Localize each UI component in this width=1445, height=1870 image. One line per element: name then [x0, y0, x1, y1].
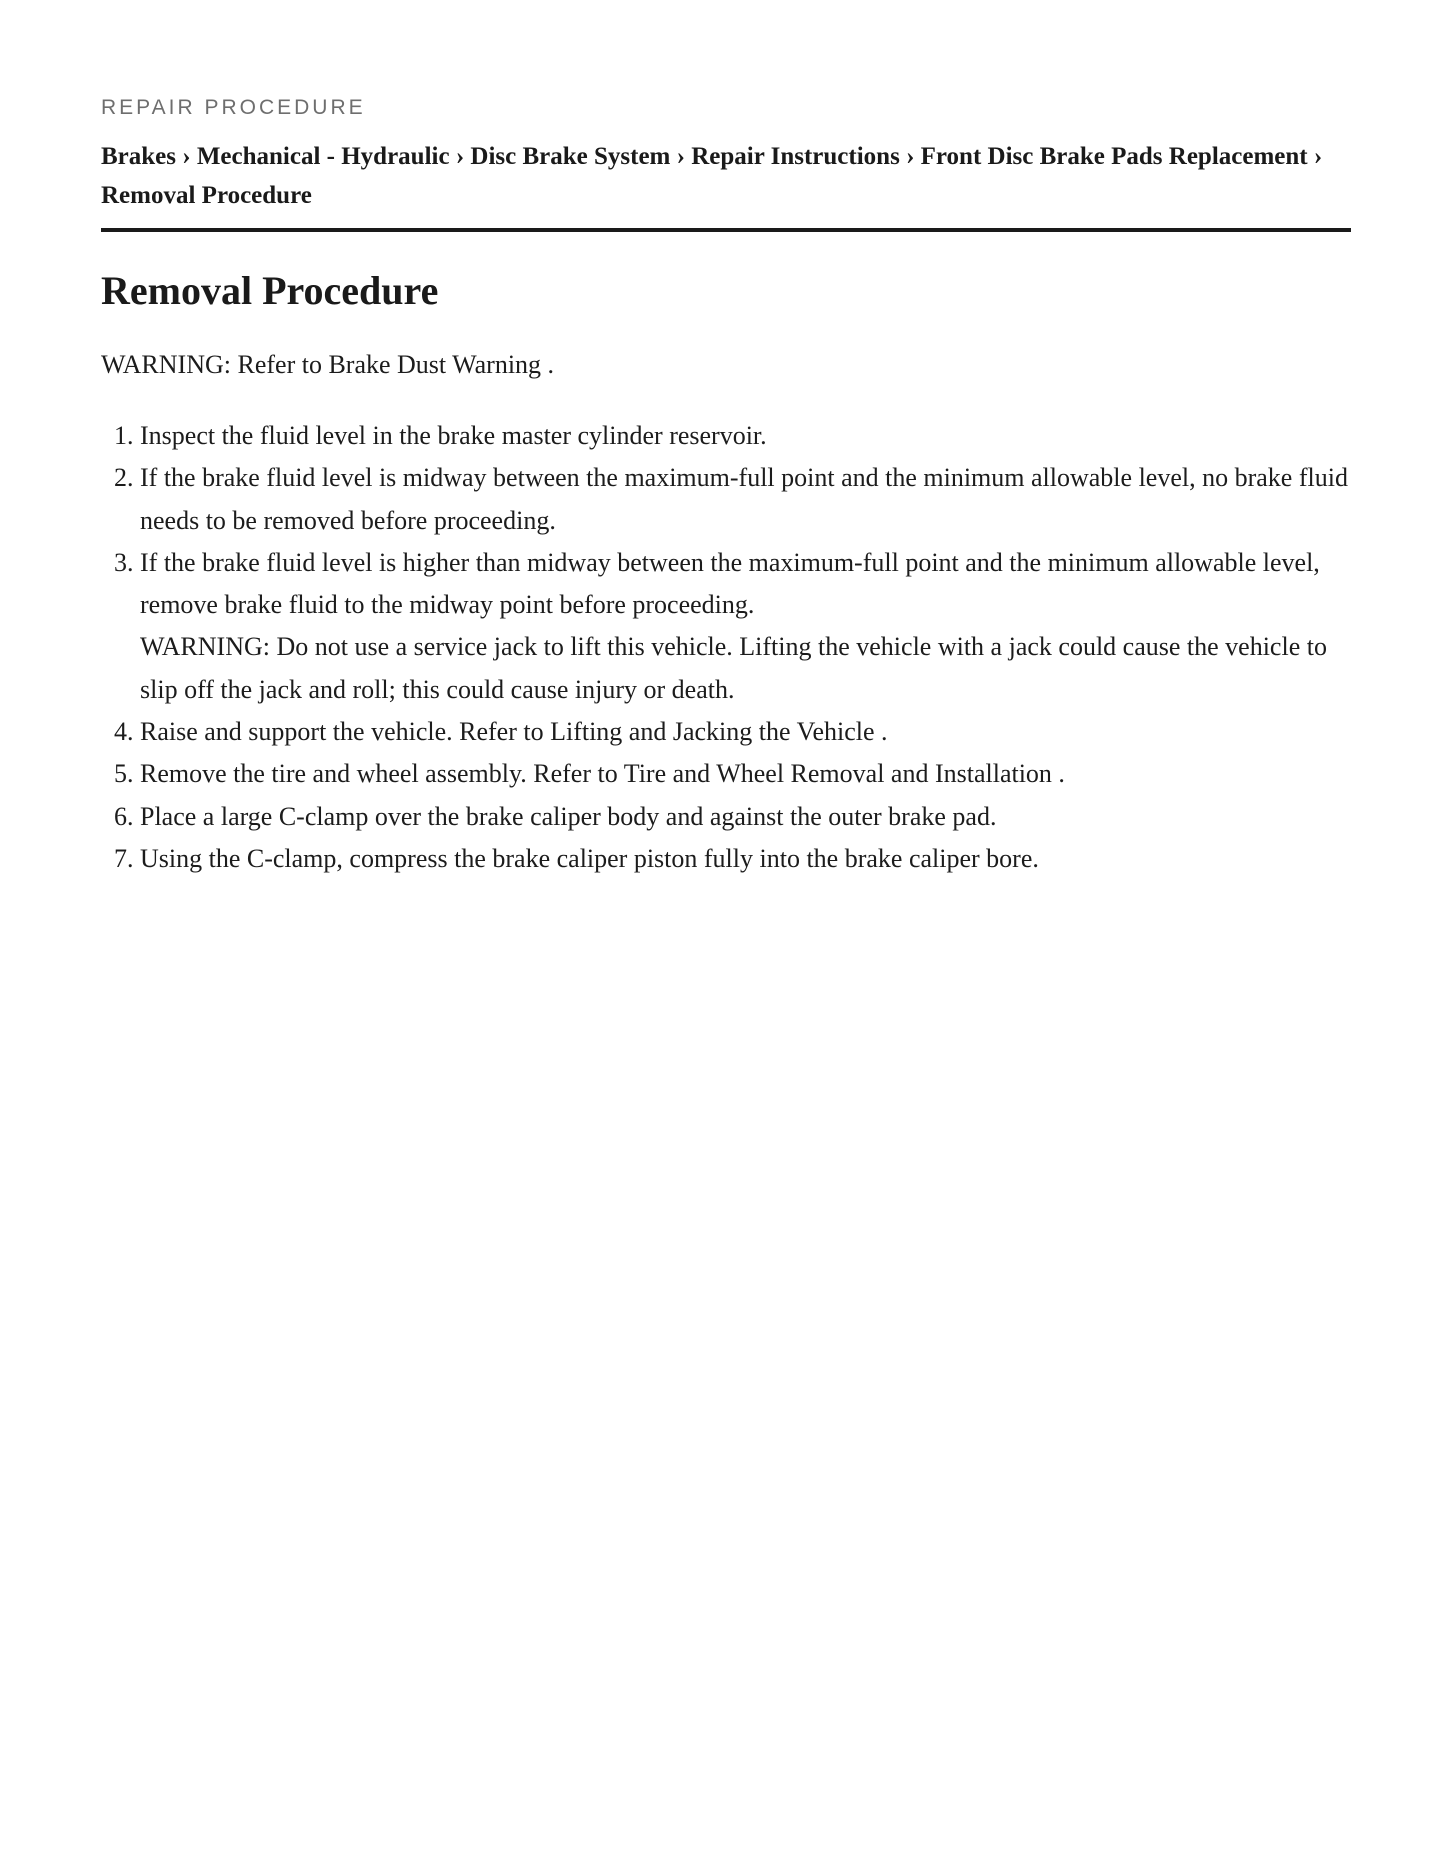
section-kicker: REPAIR PROCEDURE: [101, 96, 366, 119]
breadcrumb-current: Removal Procedure: [101, 182, 312, 209]
step-text: Inspect the fluid level in the brake master cylinder reservoir.: [140, 421, 767, 450]
document-page: [101, 96, 1351, 880]
list-item: [140, 796, 1351, 838]
service-jack-warning: WARNING: Do not use a service jack to lift this vehicle. Lifting the vehicle with a jack could cause the vehicle to slip off the jack and roll; this could cause injury or death.: [140, 632, 1327, 704]
breadcrumb-separator: ›: [1313, 143, 1323, 170]
step-text: Remove the tire and wheel assembly. Refer to Tire and Wheel Removal and Installation .: [140, 759, 1065, 789]
list-item: [140, 415, 1351, 457]
step-text: Raise and support the vehicle. Refer to Lifting and Jacking the Vehicle .: [140, 717, 888, 747]
list-item: [140, 753, 1351, 795]
list-item: [140, 838, 1351, 880]
breadcrumb-item[interactable]: Repair Instructions: [691, 143, 900, 170]
breadcrumb-separator: ›: [182, 143, 197, 170]
list-item: [140, 542, 1351, 711]
brake-dust-warning: WARNING: Refer to Brake Dust Warning .: [101, 350, 555, 379]
breadcrumb-separator: ›: [676, 143, 692, 170]
breadcrumb-item[interactable]: Front Disc Brake Pads Replacement: [920, 143, 1308, 170]
procedure-steps: [101, 415, 1351, 880]
page-title: Removal Procedure: [101, 268, 439, 313]
breadcrumb-separator: ›: [455, 143, 471, 170]
step-text: Using the C-clamp, compress the brake caliper piston fully into the brake caliper bore.: [140, 843, 1039, 873]
step-text: If the brake fluid level is higher than midway between the maximum-full point and the minimum allowable level, remove brake fluid to the midway point before proceeding.: [140, 547, 1320, 620]
list-item: [140, 457, 1351, 542]
step-text: Place a large C-clamp over the brake caliper body and against the outer brake pad.: [140, 801, 997, 831]
step-text: If the brake fluid level is midway between the maximum-full point and the minimum allowable level, no brake fluid needs to be removed before proceeding.: [140, 463, 1348, 535]
list-item: [140, 711, 1351, 753]
breadcrumb: [101, 137, 1351, 215]
breadcrumb-item[interactable]: Disc Brake System: [470, 143, 671, 170]
header-divider: [101, 228, 1351, 232]
breadcrumb-item[interactable]: Mechanical - Hydraulic: [196, 143, 450, 170]
breadcrumb-item[interactable]: Brakes: [101, 143, 176, 170]
breadcrumb-separator: ›: [906, 143, 921, 170]
